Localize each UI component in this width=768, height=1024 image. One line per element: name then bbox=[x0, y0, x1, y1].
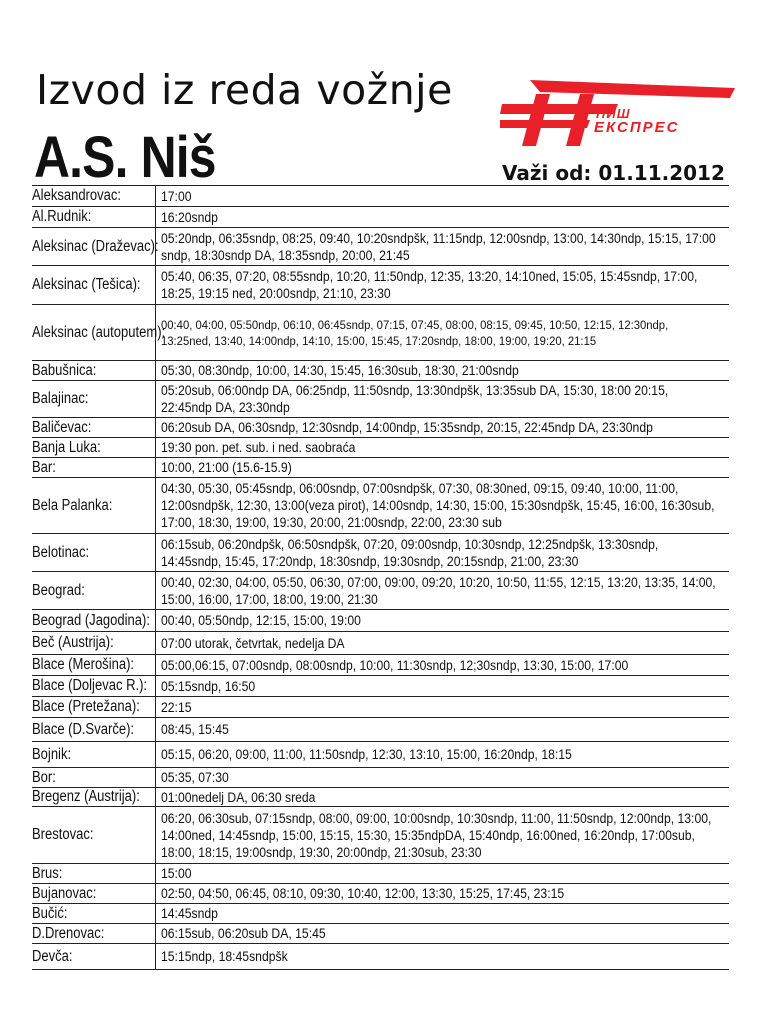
destination-cell bbox=[32, 655, 156, 676]
departure-times-cell bbox=[156, 186, 730, 207]
destination-cell bbox=[32, 884, 156, 904]
table-row bbox=[32, 788, 729, 807]
table-row bbox=[32, 361, 729, 381]
table-row bbox=[32, 186, 729, 207]
departure-times-cell bbox=[156, 944, 730, 970]
departure-times: 06:15sub, 06:20ndpšk, 06:50sndpšk, 07:20, 09:00sndp, 10:30sndp, 12:25ndpšk, 13:30sndp, 14:45sndp, 15:45, 17:20ndp, 18:30sndp, 19:30sndp, 20:15sndp, 21:00, 23:30 bbox=[161, 536, 659, 569]
nis-ekspres-logo bbox=[500, 80, 735, 152]
departure-times: 22:15 bbox=[161, 699, 192, 715]
departure-times: 00:40, 05:50ndp, 12:15, 15:00, 19:00 bbox=[161, 613, 361, 628]
destination-cell bbox=[32, 381, 156, 418]
destination-name: Bela Palanka: bbox=[32, 496, 113, 514]
departure-times: 02:50, 04:50, 06:45, 08:10, 09:30, 10:40, 12:00, 13:30, 15:25, 17:45, 23:15 bbox=[161, 886, 565, 901]
table-row bbox=[32, 742, 729, 768]
departure-times: 06:20, 06:30sub, 07:15sndp, 08:00, 09:00, 10:00sndp, 10:30sndp, 11:00, 11:50sndp, 12:00ndp, 13:00, 14:00ned, 14:45sndp, 15:00, 15:15, 15:30, 15:35ndpDA, 15:40ndp, 16:00ned, 16:20ndp, 17:00sub, 18:00, 18:15, 19:00sndp, 19:30, 20:00ndp, 21:30sub, 23:30 bbox=[161, 810, 712, 860]
destination-name: D.Drenovac: bbox=[32, 924, 105, 942]
destination-name: Blace (Pretežana): bbox=[32, 698, 140, 715]
departure-times: 05:15sndp, 16:50 bbox=[161, 678, 256, 694]
table-row bbox=[32, 864, 729, 884]
departure-times: 14:45sndp bbox=[161, 906, 218, 921]
table-row bbox=[32, 381, 729, 418]
destination-cell bbox=[32, 478, 156, 534]
departure-times: 04:30, 05:30, 05:45sndp, 06:00sndp, 07:00sndpšk, 07:30, 08:30ned, 09:15, 09:40, 10:00, 11:00, 12:00sndpšk, 12:30, 13:00(veza pirot), 14:00sndp, 14:30, 15:00, 15:30sndpšk, 15:45, 16:00, 16:30sub, 17:00, 18:30, 19:00, 19:30, 20:00, 21:00sndp, 22:00, 23:30 sub bbox=[161, 481, 715, 530]
table-row bbox=[32, 944, 729, 970]
departure-times: 01:00nedelj DA, 06:30 sreda bbox=[161, 789, 316, 805]
departure-times-cell bbox=[156, 458, 730, 478]
logo-text: НИШ bbox=[596, 106, 631, 121]
table-row bbox=[32, 807, 729, 864]
departure-times-cell bbox=[156, 742, 730, 768]
departure-times-cell bbox=[156, 361, 730, 381]
table-row bbox=[32, 266, 729, 305]
departure-times: 17:00 bbox=[161, 188, 192, 204]
departure-times-cell bbox=[156, 718, 730, 742]
destination-name: Blace (D.Svarče): bbox=[32, 720, 135, 738]
destination-name: Bojnik: bbox=[32, 745, 72, 763]
departure-times-cell bbox=[156, 697, 730, 718]
destination-cell bbox=[32, 632, 156, 655]
departure-times-cell bbox=[156, 655, 730, 676]
table-row bbox=[32, 572, 729, 610]
departure-times: 05:20sub, 06:00ndp DA, 06:25ndp, 11:50sndp, 13:30ndpšk, 13:35sub DA, 15:30, 18:00 20:15, 22:45ndp DA, 23:30ndp bbox=[161, 383, 669, 415]
destination-name: Aleksinac (autoputem): bbox=[32, 323, 166, 341]
table-row bbox=[32, 655, 729, 676]
destination-name: Beograd (Jagodina): bbox=[32, 611, 150, 629]
destination-cell bbox=[32, 305, 166, 361]
table-row bbox=[32, 924, 729, 944]
destination-name: Belotinac: bbox=[32, 543, 90, 561]
departure-times-cell bbox=[156, 207, 730, 228]
destination-name: Brus: bbox=[32, 864, 63, 882]
destination-name: Aleksinac (Tešica): bbox=[32, 276, 141, 293]
destination-cell bbox=[32, 207, 156, 228]
departure-times-cell bbox=[156, 904, 730, 924]
destination-cell bbox=[32, 228, 159, 266]
departure-times-cell bbox=[156, 266, 730, 305]
destination-cell bbox=[32, 768, 156, 788]
destination-cell bbox=[32, 924, 156, 944]
destination-cell bbox=[32, 944, 156, 970]
destination-cell bbox=[32, 718, 156, 742]
valid-from-date: Važi od: 01.11.2012 bbox=[502, 161, 725, 185]
table-row bbox=[32, 632, 729, 655]
departure-times: 15:00 bbox=[161, 866, 192, 881]
table-row bbox=[32, 478, 729, 534]
departure-times-cell bbox=[156, 807, 730, 864]
table-row bbox=[32, 610, 729, 632]
departure-times: 05:20ndp, 06:35sndp, 08:25, 09:40, 10:20sndpšk, 11:15ndp, 12:00sndp, 13:00, 14:30ndp, 15:15, 17:00 sndp, 18:30sndp DA, 18:35sndp, 20:00, 21:45 bbox=[161, 230, 716, 263]
destination-name: Beograd: bbox=[32, 581, 85, 599]
destination-cell bbox=[32, 904, 156, 924]
destination-cell bbox=[32, 697, 156, 718]
destination-name: Blace (Merošina): bbox=[32, 656, 135, 673]
departure-times-cell bbox=[156, 924, 730, 944]
departure-times: 05:40, 06:35, 07:20, 08:55sndp, 10:20, 11:50ndp, 12:35, 13:20, 14:10ned, 15:05, 15:45sndp, 17:00, 18:25, 19:15 ned, 20:00sndp, 21:10, 23:30 bbox=[161, 269, 698, 301]
table-row bbox=[32, 676, 729, 697]
destination-name: Bor: bbox=[32, 768, 56, 786]
destination-name: Aleksandrovac: bbox=[32, 187, 122, 204]
table-row bbox=[32, 305, 729, 361]
departure-times: 00:40, 02:30, 04:00, 05:50, 06:30, 07:00, 09:00, 09:20, 10:20, 10:50, 11:55, 12:15, 13:20, 13:35, 14:00, 15:00, 16:00, 17:00, 18:00, 19:00, 21:30 bbox=[161, 574, 716, 607]
destination-cell bbox=[32, 676, 156, 697]
timetable-body bbox=[32, 186, 729, 970]
departure-times-cell bbox=[156, 418, 730, 438]
destination-name: Bregenz (Austrija): bbox=[32, 788, 140, 805]
table-row bbox=[32, 884, 729, 904]
destination-cell bbox=[32, 572, 156, 610]
departure-times-cell bbox=[156, 610, 730, 632]
page-header bbox=[0, 0, 768, 190]
destination-cell bbox=[32, 788, 156, 807]
departure-times-cell bbox=[156, 572, 730, 610]
table-row bbox=[32, 718, 729, 742]
document-subtitle: Izvod iz reda vožnje bbox=[36, 66, 453, 114]
table-row bbox=[32, 228, 729, 266]
station-title: A.S. Niš bbox=[34, 125, 216, 190]
departure-times: 07:00 utorak, četvrtak, nedelja DA bbox=[161, 635, 345, 651]
destination-cell bbox=[32, 418, 156, 438]
departure-times: 10:00, 21:00 (15.6-15.9) bbox=[161, 460, 292, 475]
departure-times-cell bbox=[156, 768, 730, 788]
destination-name: Bujanovac: bbox=[32, 884, 97, 902]
destination-cell bbox=[32, 438, 156, 458]
departure-times: 05:15, 06:20, 09:00, 11:00, 11:50sndp, 12:30, 13:10, 15:00, 16:20ndp, 18:15 bbox=[161, 747, 572, 762]
destination-name: Bučić: bbox=[32, 904, 68, 922]
destination-name: Blace (Doljevac R.): bbox=[32, 677, 148, 694]
destination-name: Bar: bbox=[32, 458, 56, 476]
table-row bbox=[32, 418, 729, 438]
departure-times: 19:30 pon. pet. sub. i ned. saobraća bbox=[161, 440, 356, 455]
destination-name: Beč (Austrija): bbox=[32, 634, 114, 651]
destination-cell bbox=[32, 361, 156, 381]
departure-times-cell bbox=[156, 534, 730, 572]
departure-times: 16:20sndp bbox=[161, 209, 218, 225]
departure-times: 06:15sub, 06:20sub DA, 15:45 bbox=[161, 926, 326, 941]
departure-times-cell bbox=[156, 864, 730, 884]
departure-times-cell bbox=[156, 788, 730, 807]
destination-name: Balajinac: bbox=[32, 390, 89, 407]
destination-name: Babušnica: bbox=[32, 361, 97, 379]
departure-times: 08:45, 15:45 bbox=[161, 722, 229, 737]
table-row bbox=[32, 904, 729, 924]
departure-times: 00:40, 04:00, 05:50ndp, 06:10, 06:45sndp, 07:15, 07:45, 08:00, 08:15, 09:45, 10:50, 12:15, 12:30ndp, 13:25ned, 13:40, 14:00ndp, 14:10, 15:00, 15:45, 17:20sndp, 18:00, 19:00, 19:20, 21:15 bbox=[161, 317, 669, 348]
departure-times-cell bbox=[156, 438, 730, 458]
table-row bbox=[32, 534, 729, 572]
destination-cell bbox=[32, 458, 156, 478]
destination-cell bbox=[32, 742, 156, 768]
departure-times: 05:00,06:15, 07:00sndp, 08:00sndp, 10:00, 11:30sndp, 12;30sndp, 13:30, 15:00, 17:00 bbox=[161, 657, 629, 673]
destination-name: Al.Rudnik: bbox=[32, 208, 92, 225]
departure-times-cell bbox=[156, 632, 730, 655]
timetable bbox=[32, 185, 729, 970]
departure-times: 05:35, 07:30 bbox=[161, 770, 229, 785]
departure-times-cell bbox=[156, 478, 730, 534]
destination-name: Brestovac: bbox=[32, 826, 94, 843]
departure-times: 06:20sub DA, 06:30sndp, 12:30sndp, 14:00ndp, 15:35sndp, 20:15, 22:45ndp DA, 23:30ndp bbox=[161, 420, 653, 435]
destination-name: Devča: bbox=[32, 947, 73, 965]
destination-cell bbox=[32, 864, 156, 884]
departure-times: 05:30, 08:30ndp, 10:00, 14:30, 15:45, 16:30sub, 18:30, 21:00sndp bbox=[161, 363, 519, 378]
departure-times-cell bbox=[156, 381, 730, 418]
departure-times: 15:15ndp, 18:45sndpšk bbox=[161, 949, 288, 964]
table-row bbox=[32, 207, 729, 228]
destination-cell bbox=[32, 534, 156, 572]
destination-cell bbox=[32, 807, 156, 864]
destination-name: Aleksinac (Draževac): bbox=[32, 237, 159, 255]
logo-text-2: ЕКСПРЕС bbox=[594, 119, 680, 136]
table-row bbox=[32, 768, 729, 788]
table-row bbox=[32, 697, 729, 718]
departure-times-cell bbox=[156, 884, 730, 904]
destination-cell bbox=[32, 266, 156, 305]
departure-times-cell bbox=[156, 676, 730, 697]
table-row bbox=[32, 438, 729, 458]
destination-name: Baličevac: bbox=[32, 418, 92, 436]
departure-times-cell bbox=[156, 228, 730, 266]
destination-cell bbox=[32, 610, 156, 632]
departure-times-cell bbox=[156, 305, 730, 361]
table-row bbox=[32, 458, 729, 478]
destination-name: Banja Luka: bbox=[32, 438, 101, 456]
destination-cell bbox=[32, 186, 156, 207]
